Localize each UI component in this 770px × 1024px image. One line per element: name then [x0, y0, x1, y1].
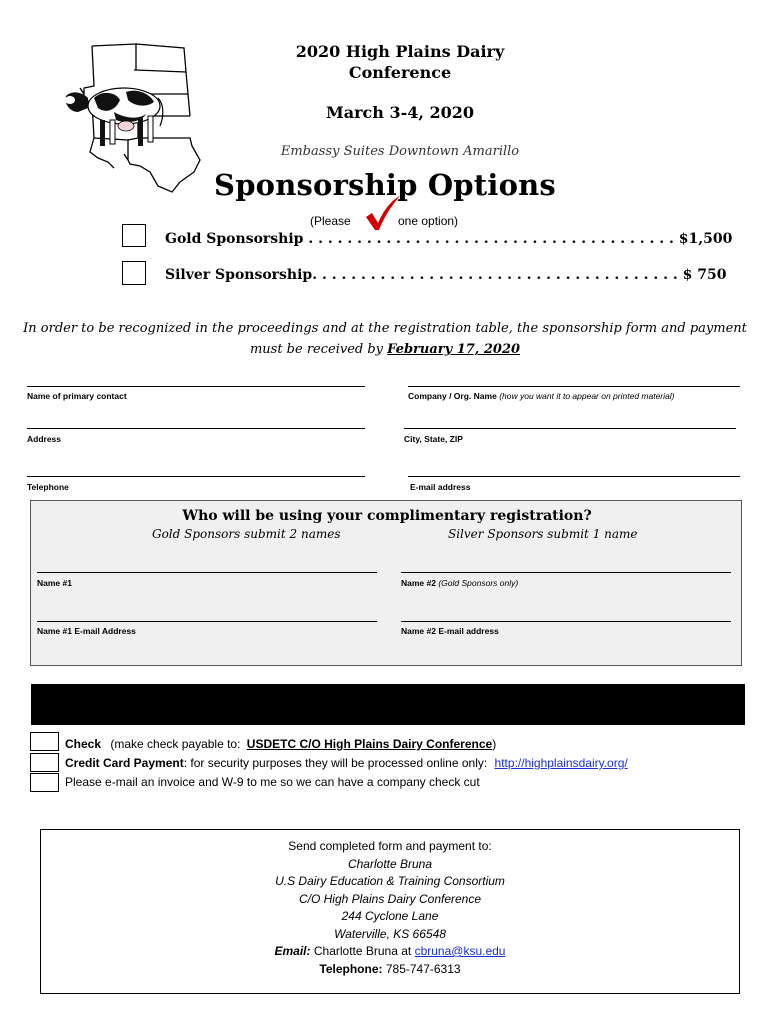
- name1-email-label: Name #1 E-mail Address: [37, 626, 136, 636]
- check-label: Check: [65, 737, 102, 751]
- contact-name: Charlotte Bruna: [347, 856, 433, 871]
- payment-website-link[interactable]: http://highplainsdairy.org/: [494, 756, 628, 770]
- organization-name: U.S Dairy Education & Training Consortium: [275, 874, 505, 888]
- phone-row-label: Telephone:: [319, 961, 383, 976]
- payment-section-bar: [31, 684, 745, 725]
- conference-venue: Embassy Suites Downtown Amarillo: [280, 144, 520, 159]
- street-address: 244 Cyclone Lane: [341, 909, 439, 923]
- check-instructions: (make check payable to:: [110, 737, 241, 751]
- check-payment-checkbox[interactable]: [30, 732, 59, 751]
- name2-line[interactable]: [401, 572, 731, 573]
- phone-row: [41, 961, 739, 979]
- mailing-info-box: [40, 829, 740, 994]
- name1-email-line[interactable]: [37, 621, 377, 622]
- credit-card-label: Credit Card Payment: [65, 756, 184, 770]
- check-payee: USDETC C/O High Plains Dairy Conference: [246, 737, 493, 751]
- company-label-text: Company / Org. Name: [408, 391, 497, 401]
- silver-sponsorship-label: Silver Sponsorship. . . . . . . . . . . . . . . . . . . . . . . . . . . . . . . . . . . . . . $ 750: [165, 267, 727, 283]
- credit-card-checkbox[interactable]: [30, 753, 59, 772]
- contact-email-link[interactable]: cbruna@ksu.edu: [414, 944, 506, 958]
- primary-contact-line[interactable]: [27, 386, 365, 387]
- instruction-suffix: one option): [398, 214, 459, 228]
- name1-line[interactable]: [37, 572, 377, 573]
- email-row: [41, 943, 739, 961]
- address-label: Address: [27, 434, 62, 444]
- conference-dates: March 3-4, 2020: [325, 103, 475, 122]
- name2-label-text: Name #2: [401, 578, 436, 588]
- name1-label: Name #1: [37, 578, 72, 588]
- name2-label-note: (Gold Sponsors only): [438, 578, 519, 588]
- name2-label: [401, 578, 518, 588]
- address-line[interactable]: [27, 428, 365, 429]
- deadline-notice: [20, 318, 750, 360]
- registration-heading: Who will be using your complimentary registration?: [182, 508, 592, 524]
- gold-sponsorship-checkbox[interactable]: [122, 224, 146, 247]
- city-state-zip: Waterville, KS 66548: [334, 926, 446, 941]
- company-label-note: (how you want it to appear on printed material): [499, 391, 675, 401]
- city-state-zip-label: City, State, ZIP: [404, 434, 463, 444]
- company-label: [408, 391, 674, 401]
- telephone-label: Telephone: [27, 482, 69, 492]
- complimentary-registration-box: [30, 500, 742, 666]
- deadline-date: February 17, 2020: [387, 342, 521, 357]
- check-close-paren: ): [492, 737, 497, 751]
- city-state-zip-line[interactable]: [404, 428, 736, 429]
- page-title: Sponsorship Options: [214, 168, 556, 202]
- check-payment-row: [65, 737, 496, 751]
- red-check-mark-icon: [364, 195, 402, 231]
- telephone-line[interactable]: [27, 476, 365, 477]
- conference-title: [270, 41, 530, 83]
- send-instruction: Send completed form and payment to:: [288, 839, 492, 853]
- invoice-text: Please e-mail an invoice and W-9 to me so we can have a company check cut: [65, 775, 480, 789]
- email-label: E-mail address: [410, 482, 471, 492]
- conference-title-line2: Conference: [348, 63, 452, 82]
- conference-title-line1: 2020 High Plains Dairy: [295, 42, 505, 61]
- name2-email-label: Name #2 E-mail address: [401, 626, 499, 636]
- deadline-text: In order to be recognized in the proceedings and at the registration table, the sponsorship form and payment must be received by: [23, 321, 747, 357]
- credit-card-text: : for security purposes they will be processed online only:: [183, 756, 488, 770]
- instruction-prefix: (Please: [310, 214, 351, 228]
- silver-sponsors-note: Silver Sponsors submit 1 name: [448, 527, 638, 541]
- email-line[interactable]: [408, 476, 740, 477]
- gold-sponsorship-label: Gold Sponsorship . . . . . . . . . . . . . . . . . . . . . . . . . . . . . . . . . . . . . . $1,500: [165, 231, 733, 247]
- email-row-label: Email:: [274, 944, 311, 958]
- email-row-text: Charlotte Bruna at: [310, 944, 415, 958]
- company-line[interactable]: [408, 386, 740, 387]
- phone-row-value: 785-747-6313: [382, 961, 461, 976]
- primary-contact-label: Name of primary contact: [27, 391, 127, 401]
- invoice-checkbox[interactable]: [30, 773, 59, 792]
- conference-care-of: C/O High Plains Dairy Conference: [298, 891, 482, 906]
- silver-sponsorship-checkbox[interactable]: [122, 261, 146, 285]
- name2-email-line[interactable]: [401, 621, 731, 622]
- credit-card-row: [65, 756, 628, 770]
- gold-sponsors-note: Gold Sponsors submit 2 names: [152, 527, 341, 541]
